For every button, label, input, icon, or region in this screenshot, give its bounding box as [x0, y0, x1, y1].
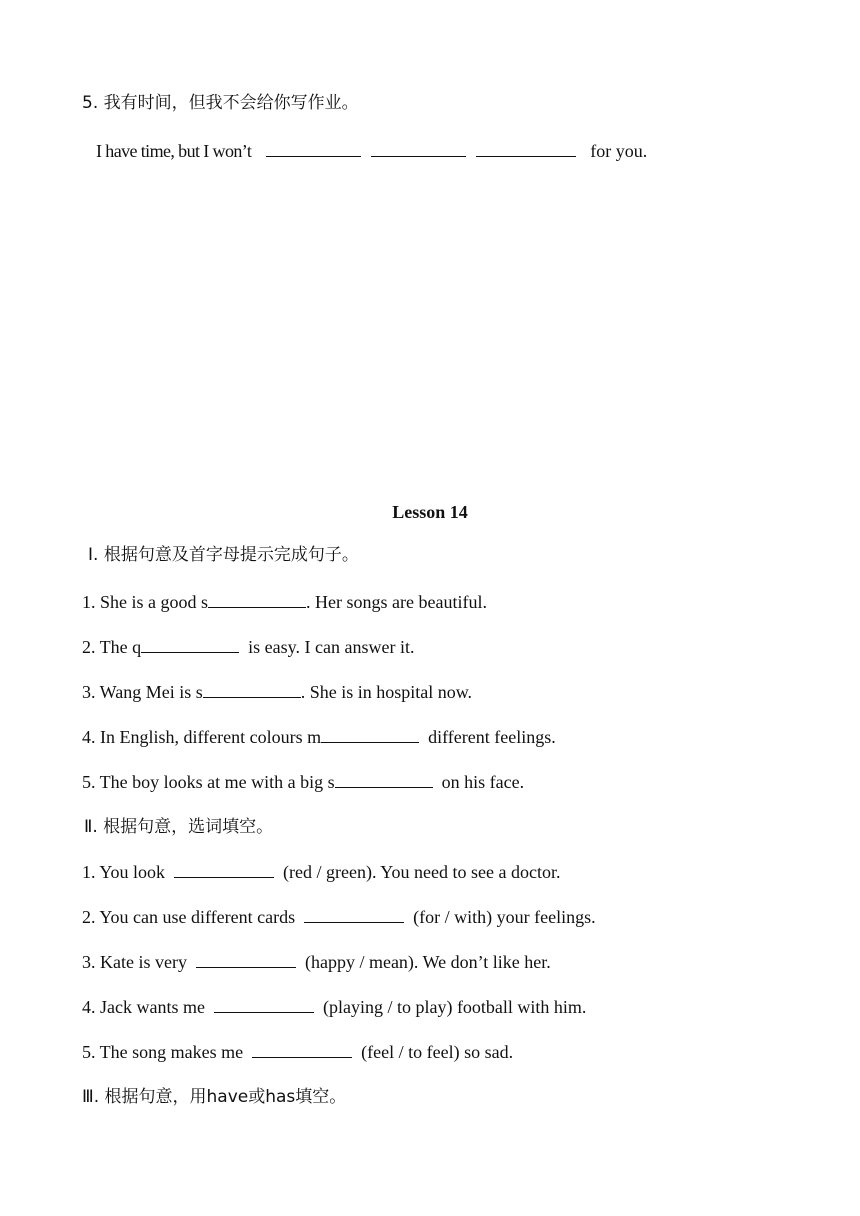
question-text: is easy. I can answer it. [239, 637, 415, 657]
question-text: . Her songs are beautiful. [306, 592, 487, 612]
s2-question-1 [82, 860, 560, 884]
question-text: 5. The boy looks at me with a big s [82, 772, 335, 792]
s1-question-4 [82, 725, 556, 749]
lesson-title: Lesson 14 [392, 502, 468, 522]
s2-question-2 [82, 905, 596, 929]
prev-q5-english [96, 139, 647, 163]
question-text: 3. Kate is very [82, 952, 196, 972]
answer-blank[interactable] [321, 726, 419, 743]
question-text: 1. She is a good s [82, 592, 208, 612]
s1-question-2 [82, 635, 414, 659]
section2-heading: Ⅱ. 根据句意，选词填空。 [84, 817, 274, 837]
question-text: 2. You can use different cards [82, 907, 305, 927]
prev-q5-chinese: 5. 我有时间，但我不会给你写作业。 [82, 93, 359, 113]
question-text: 5. The song makes me [82, 1042, 253, 1062]
question-text: 3. Wang Mei is s [82, 682, 203, 702]
question-text: 2. The q [82, 637, 142, 657]
answer-blank[interactable] [214, 996, 314, 1013]
answer-blank[interactable] [208, 591, 306, 608]
section1-heading: Ⅰ. 根据句意及首字母提示完成句子。 [88, 545, 359, 565]
s1-question-1 [82, 590, 487, 614]
answer-blank[interactable] [174, 861, 274, 878]
section3-heading: Ⅲ. 根据句意，用have或has填空。 [82, 1087, 347, 1107]
prev-q5-text-before: I have time, but I won’t [96, 141, 252, 161]
question-text: . She is in hospital now. [300, 682, 473, 702]
s2-question-4 [82, 995, 586, 1019]
question-text: 1. You look [82, 862, 175, 882]
prev-q5-text-after: for you. [590, 141, 648, 161]
s2-question-3 [82, 950, 551, 974]
answer-blank[interactable] [476, 140, 576, 157]
s1-question-5 [82, 770, 524, 794]
answer-blank[interactable] [371, 140, 466, 157]
answer-blank[interactable] [203, 681, 301, 698]
question-text: (playing / to play) football with him. [313, 997, 587, 1017]
answer-blank[interactable] [335, 771, 433, 788]
question-text: 4. In English, different colours m [82, 727, 322, 747]
question-text: 4. Jack wants me [82, 997, 214, 1017]
question-text: (red / green). You need to see a doctor. [274, 862, 561, 882]
question-text: (happy / mean). We don’t like her. [295, 952, 551, 972]
s1-question-3 [82, 680, 472, 704]
s2-question-5 [82, 1040, 513, 1064]
answer-blank[interactable] [196, 951, 296, 968]
question-text: (for / with) your feelings. [404, 907, 596, 927]
answer-blank[interactable] [266, 140, 361, 157]
question-text: (feel / to feel) so sad. [352, 1042, 514, 1062]
question-text: on his face. [432, 772, 525, 792]
question-text: different feelings. [419, 727, 556, 747]
answer-blank[interactable] [304, 906, 404, 923]
answer-blank[interactable] [252, 1041, 352, 1058]
answer-blank[interactable] [141, 636, 239, 653]
